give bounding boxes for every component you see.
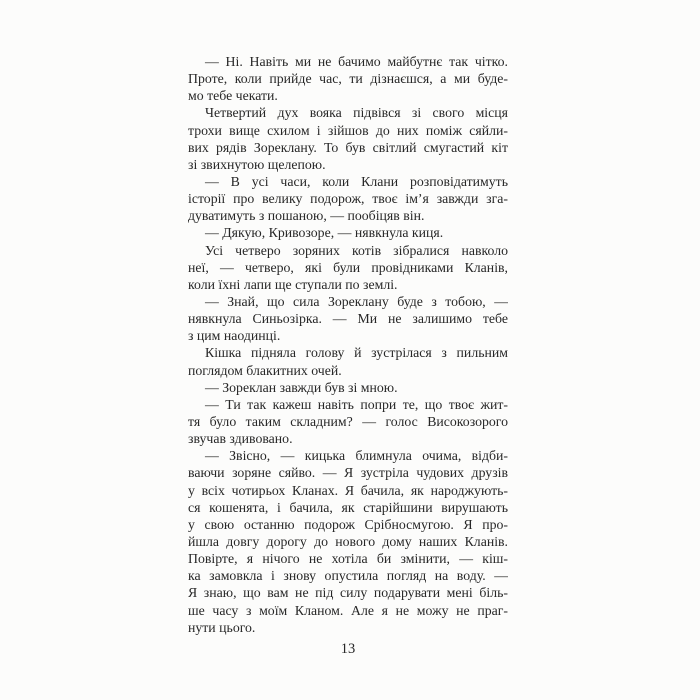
text-line: історії про велику подорож, твоє ім’я завжди зга- <box>188 191 508 207</box>
text-line: Проте, коли прийде час, ти дізнаєшся, а ми буде- <box>188 71 508 87</box>
paragraph <box>188 396 508 447</box>
text-line: коли їхні лапи ще ступали по землі. <box>188 276 398 292</box>
text-line: йшла довгу дорогу до нового дому наших Кланів. <box>188 533 508 549</box>
paragraph <box>188 53 508 104</box>
text-line: Повірте, я нічого не хотіла би змінити, — кіш- <box>188 551 508 567</box>
page-number: 13 <box>340 641 356 657</box>
text-line: — В усі часи, коли Клани розповідатимуть <box>205 173 508 189</box>
text-line: — Звісно, — кицька блимнула очима, відби- <box>205 448 508 464</box>
text-line: ся кошенята, і бачила, як старійшини вирушають <box>188 499 508 515</box>
text-line: Я знаю, що вам не під силу подарувати мені біль- <box>188 585 508 601</box>
paragraph <box>188 293 508 344</box>
paragraph <box>188 344 508 378</box>
paragraph <box>188 173 508 224</box>
paragraph <box>188 104 508 173</box>
text-line: зі звихнутою щелепою. <box>188 156 326 172</box>
text-line: вих рядів Зореклану. То був світлий смугастий кіт <box>188 139 508 155</box>
page-text-block <box>188 53 508 636</box>
text-line: мо тебе чекати. <box>188 88 278 104</box>
text-line: — Ти так кажеш навіть попри те, що твоє жит- <box>205 396 508 412</box>
text-line: з цим наодинці. <box>188 328 281 344</box>
text-line: Усі четверо зоряних котів зібралися навколо <box>205 242 508 258</box>
text-line: дуватимуть з пошаною, — пообіцяв він. <box>188 208 425 224</box>
text-line: — Ні. Навіть ми не бачимо майбутнє так чітко. <box>205 54 508 69</box>
text-line: нявкнула Синьозірка. — Ми не залишимо тебе <box>188 311 508 327</box>
text-line: нути цього. <box>188 619 256 635</box>
paragraph <box>188 242 508 293</box>
text-line: трохи вище схилом і зійшов до них поміж сяйли- <box>188 122 508 138</box>
text-line: поглядом блакитних очей. <box>188 362 342 378</box>
text-line: ка замовкла і знову опустила погляд на воду. — <box>188 568 508 584</box>
text-line: неї, — четверо, які були провідниками Кланів, <box>188 259 508 275</box>
text-line: Четвертий дух вояка підвівся зі свого місця <box>205 105 508 121</box>
text-line: Кішка підняла голову й зустрілася з пильним <box>205 345 508 361</box>
paragraph <box>188 379 508 396</box>
text-line: — Знай, що сила Зореклану буде з тобою, — <box>205 293 508 309</box>
text-line: у свою останню подорож Срібносмугою. Я про- <box>188 516 508 532</box>
text-line: у всіх чотирьох Кланах. Я бачила, як народжують- <box>188 482 508 498</box>
paragraph <box>188 447 508 636</box>
text-line: — Зореклан завжди був зі мною. <box>205 379 398 395</box>
text-line: — Дякую, Кривозоре, — нявкнула киця. <box>205 225 444 241</box>
text-line: ваючи зоряне сяйво. — Я зустріла чудових друзів <box>188 465 508 481</box>
text-line: тя було таким складним? — голос Високозорого <box>188 413 508 429</box>
paragraph <box>188 224 508 241</box>
text-line: звучав здивовано. <box>188 431 293 447</box>
text-line: ше часу з моїм Кланом. Але я не можу не праг- <box>188 602 508 618</box>
